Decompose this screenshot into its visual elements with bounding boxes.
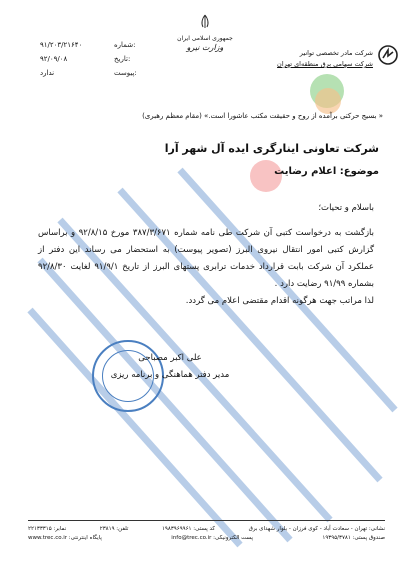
date-label: تاریخ: <box>114 55 131 63</box>
footer-phone: تلفن: ۲۳۸۱۹ <box>99 526 129 532</box>
ministry-header <box>170 14 240 52</box>
ministry-name: وزارت نیرو <box>186 43 224 52</box>
number-label: شماره: <box>114 41 136 49</box>
footer-website-label: پایگاه اینترنتی: <box>68 535 102 541</box>
footer-fax: نمابر: ۲۲۱۳۳۳۱۵ <box>28 526 67 532</box>
parent-company: شرکت مادر تخصصی توانیر <box>299 49 373 57</box>
footer-website-link[interactable]: www.trec.co.ir <box>28 535 68 541</box>
date-row <box>40 52 137 66</box>
footer-email[interactable]: پست الکترونیکی: info@trec.co.ir <box>171 535 253 541</box>
iran-emblem-icon <box>197 14 213 30</box>
number-value: ۹۱/۲۰۳/۲۱۶۴۰ <box>40 41 83 49</box>
attachment-value: ندارد <box>40 69 55 77</box>
decorative-dot-orange <box>315 88 341 114</box>
footer-address: نشانی: تهران - سعادت آباد - کوی فرزان - بلوار شهدای برق <box>248 526 385 532</box>
date-value: ۹۲/۰۹/۰۸ <box>40 55 68 63</box>
country-name: جمهوری اسلامی ایران <box>177 35 233 42</box>
body-paragraph: بازگشت به درخواست کتبی آن شرکت طی نامه شماره ۳۸۷/۳/۶۷۱ مورخ ۹۲/۸/۱۵ و براساس گزارش کتبی امور انتقال نیروی البرز (تصویر پیوست) به استحضار می رساند این دفتر از عملکرد آن شرکت بابت قرارداد خدمات ترابری پستهای البرز از تاریخ ۹۱/۹/۱ لغایت ۹۲/۸/۳۰ بشماره ۹۱/۹۹ رضایت دارد . <box>38 228 374 289</box>
letter-footer <box>28 520 385 543</box>
body-closing: لذا مراتب جهت هرگونه اقدام مقتضی اعلام می گردد. <box>185 296 374 306</box>
leader-quote: « بسیج حرکتی برآمده از روح و حقیقت مکتب عاشورا است.» (مقام معظم رهبری) <box>142 112 383 120</box>
letter-body <box>38 200 374 310</box>
greeting: باسلام و تحیات؛ <box>318 203 374 213</box>
letter-meta <box>40 38 137 80</box>
footer-po-box: صندوق پستی: ۱۹۳۹۵/۳۷۸۱ <box>322 535 385 541</box>
company-name: شرکت سهامی برق منطقه‌ای تهران <box>277 60 373 68</box>
signature-block <box>110 350 230 384</box>
company-logo-icon <box>377 44 399 66</box>
footer-row-1 <box>28 525 385 534</box>
footer-postal-code: کد پستی: ۱۹۸۳۹۶۹۹۶۱ <box>161 526 216 532</box>
attachment-label: پیوست: <box>114 69 137 77</box>
number-row <box>40 38 137 52</box>
footer-website <box>28 534 102 543</box>
recipient-title: شرکت تعاونی اینارگری ایده آل شهر آرا <box>164 142 379 155</box>
attachment-row <box>40 66 137 80</box>
signer-name: علی اکبر مصباحی <box>138 353 202 363</box>
signer-position: مدیر دفتر هماهنگی و برنامه ریزی <box>110 370 230 380</box>
footer-row-2 <box>28 534 385 543</box>
company-header <box>277 48 373 70</box>
subject-line: موضوع: اعلام رضایت <box>274 166 379 177</box>
